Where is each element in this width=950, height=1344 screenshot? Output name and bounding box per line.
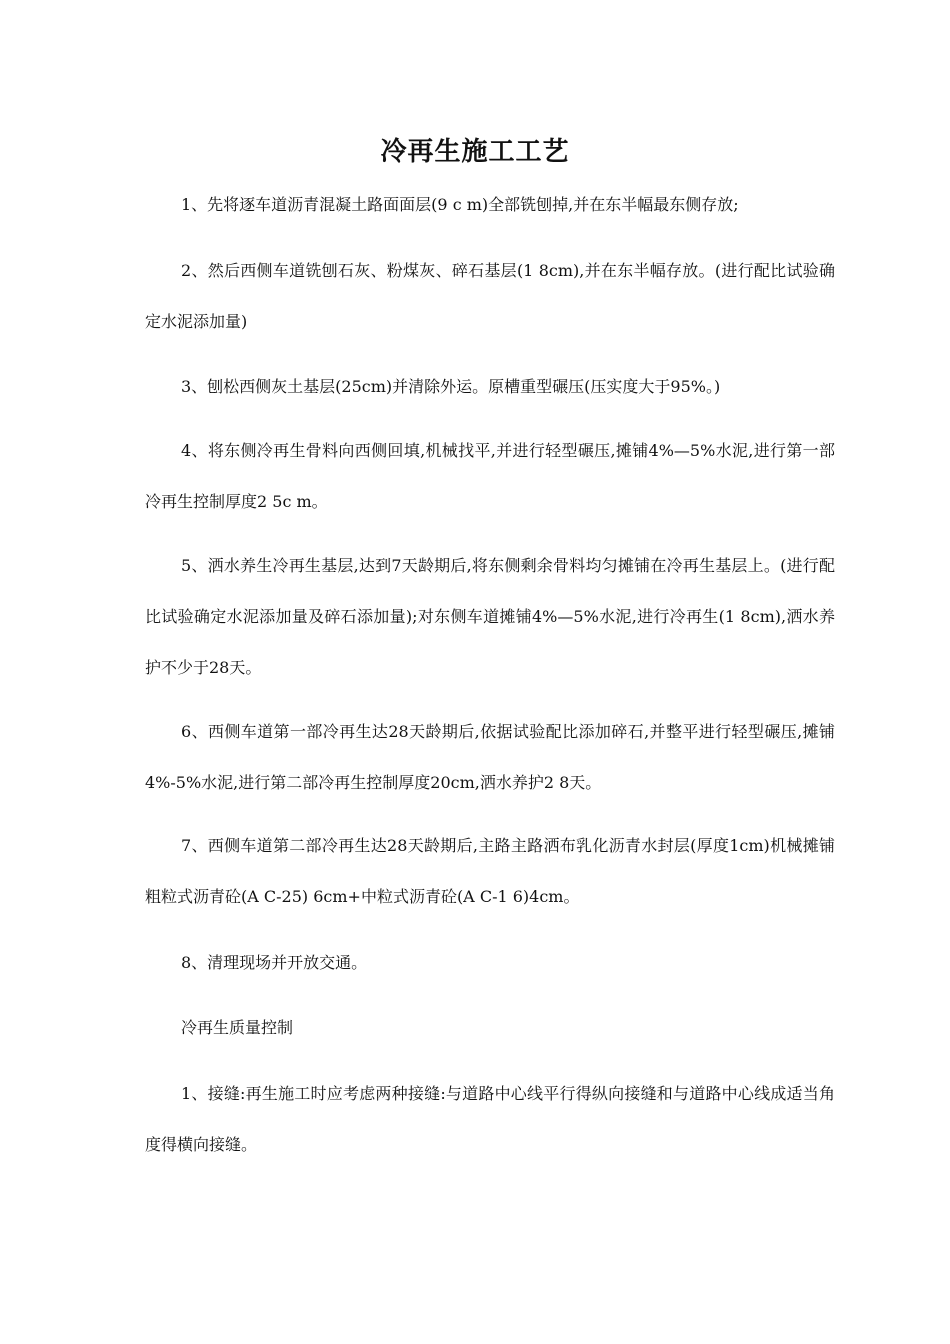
paragraph-6: 6、西侧车道第一部冷再生达28天龄期后,依据试验配比添加碎石,并整平进行轻型碾压,摊铺4%-5%水泥,进行第二部冷再生控制厚度20cm,洒水养护2 8天。 (145, 722, 835, 792)
paragraph-3: 3、刨松西侧灰土基层(25cm)并清除外运。原槽重型碾压(压实度大于95%。) (181, 377, 721, 396)
quality-paragraph-1: 1、接缝:再生施工时应考虑两种接缝:与道路中心线平行得纵向接缝和与道路中心线成适当角度得横向接缝。 (145, 1084, 835, 1154)
paragraph-8: 8、清理现场并开放交通。 (181, 953, 368, 972)
paragraph-7: 7、西侧车道第二部冷再生达28天龄期后,主路主路洒布乳化沥青水封层(厚度1cm)机械摊铺粗粒式沥青砼(A C-25) 6cm+中粒式沥青砼(A C-1 6)4cm。 (145, 836, 835, 906)
paragraph-1: 1、先将逐车道沥青混凝土路面面层(9 c m)全部铣刨掉,并在东半幅最东侧存放; (181, 195, 739, 214)
document-title: 冷再生施工工艺 (380, 137, 570, 167)
section-heading: 冷再生质量控制 (181, 1018, 294, 1037)
paragraph-4: 4、将东侧冷再生骨料向西侧回填,机械找平,并进行轻型碾压,摊铺4%—5%水泥,进行第一部冷再生控制厚度2 5c m。 (145, 441, 835, 511)
paragraph-5: 5、洒水养生冷再生基层,达到7天龄期后,将东侧剩余骨料均匀摊铺在冷再生基层上。(进行配比试验确定水泥添加量及碎石添加量);对东侧车道摊铺4%—5%水泥,进行冷再生(1 8cm),洒水养护不少于28天。 (145, 556, 835, 677)
paragraph-2: 2、然后西侧车道铣刨石灰、粉煤灰、碎石基层(1 8cm),并在东半幅存放。(进行配比试验确定水泥添加量) (145, 261, 835, 331)
